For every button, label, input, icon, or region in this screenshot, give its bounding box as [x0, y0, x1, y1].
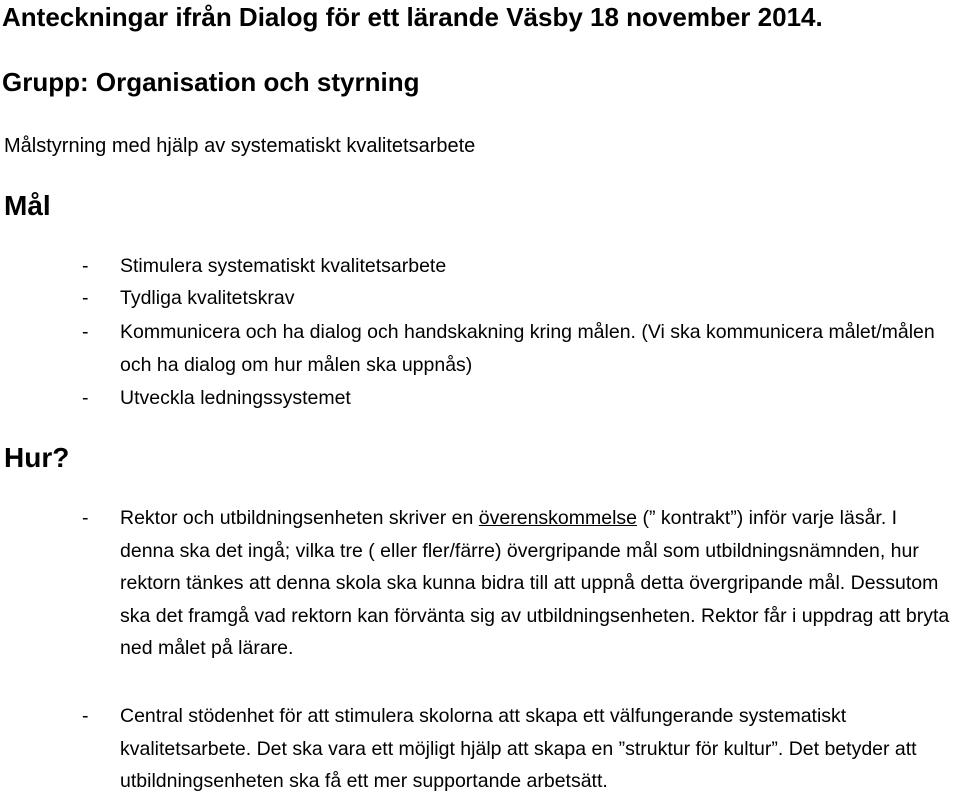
bullet-dash: -: [82, 705, 89, 727]
subtitle: Målstyrning med hjälp av systematiskt kvalitetsarbete: [4, 135, 476, 157]
list-item-text: [120, 502, 950, 665]
list-item-text: Kommunicera och ha dialog och handskakning kring målen. (Vi ska kommunicera målet/målen och ha dialog om hur målen ska uppnås): [120, 321, 935, 376]
list-item-text: Central stödenhet för att stimulera skolorna att skapa ett välfungerande systematiskt kvalitetsarbete. Det ska vara ett möjligt hjälp att skapa en ”struktur för kultur”. Det betyder att utbildningsenheten ska få ett mer supportande arbetsätt.: [120, 705, 917, 793]
goals-heading: Mål: [4, 190, 51, 221]
bullet-dash: -: [82, 387, 89, 409]
text-segment: (” kontrakt”) inför varje läsår. I denna ska det ingå; vilka tre ( eller fler/färre) övergripande mål som utbildningsnämnden, hur rektorn tänkes att denna skola ska kunna bidra till att uppnå detta övergripande mål. Dessutom ska det framgå vad rektorn kan förvänta sig av utbildningsenheten. Rektor får i uppdrag att bryta ned målet på lärare.: [120, 507, 950, 660]
bullet-dash: -: [82, 255, 89, 277]
list-item-text: Stimulera systematiskt kvalitetsarbete: [120, 255, 447, 277]
bullet-dash: -: [82, 321, 89, 343]
underlined-term: överenskommelse: [478, 507, 638, 529]
how-heading: Hur?: [4, 442, 70, 473]
group-heading: Grupp: Organisation och styrning: [2, 67, 420, 97]
document-title: Anteckningar ifrån Dialog för ett lärande Väsby 18 november 2014.: [2, 2, 823, 32]
list-item-text: Tydliga kvalitetskrav: [120, 287, 295, 309]
bullet-dash: -: [82, 287, 89, 309]
text-segment: Rektor och utbildningsenheten skriver en: [120, 507, 479, 529]
bullet-dash: -: [82, 507, 89, 529]
list-item-text: Utveckla ledningssystemet: [120, 387, 351, 409]
